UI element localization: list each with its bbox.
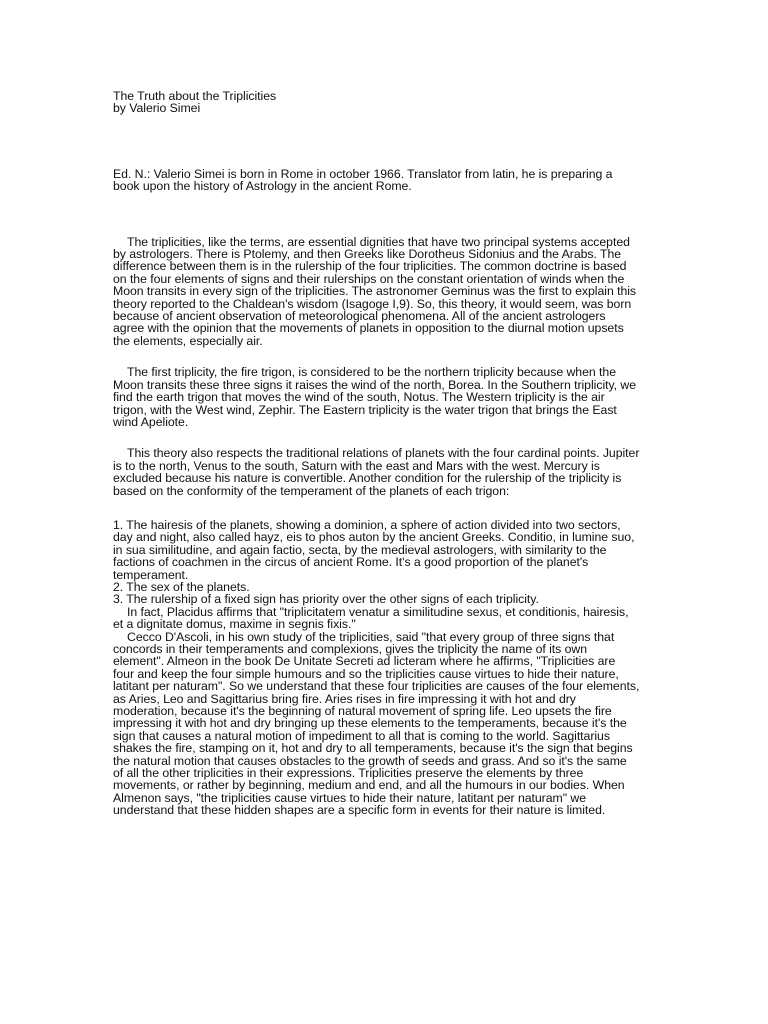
- paragraph-line: find the earth trigon that moves the wind of the south, Notus. The Western triplicity is the air: [113, 390, 605, 405]
- paragraph-line: The first triplicity, the fire trigon, is considered to be the northern triplicity because when the: [127, 365, 616, 380]
- document-byline: by Valerio Simei: [113, 101, 201, 116]
- section-line: latitant per naturam". So we understand that these four triplicities are causes of the four elements,: [113, 679, 640, 694]
- editor-note-line: book upon the history of Astrology in the ancient Rome.: [113, 179, 412, 194]
- section-line: of all the other triplicities in their expressions. Triplicities preserve the elements by three: [113, 766, 584, 781]
- title-block: [113, 90, 659, 115]
- paragraph-line: This theory also respects the traditional relations of planets with the four cardinal points. Jupiter: [127, 446, 640, 461]
- paragraph-line: agree with the opinion that the movements of planets in opposition to the diurnal motion upsets: [113, 321, 624, 336]
- paragraph-line: trigon, with the West wind, Zephir. The Eastern triplicity is the water trigon that brings the East: [113, 402, 617, 417]
- section-line: In fact, Placidus affirms that "triplicitatem venatur a similitudine sexus, et conditionis, hairesis,: [127, 604, 629, 619]
- paragraph-line: difference between them is in the rulership of the four triplicities. The common doctrine is based: [113, 259, 627, 274]
- paragraph-line: because of ancient observation of meteorological phenomena. All of the ancient astrologers: [113, 309, 606, 324]
- section-line: Almenon says, "the triplicities cause virtues to hide their nature, latitant per naturam" we: [113, 790, 587, 805]
- editor-note: [113, 168, 659, 193]
- section-line: 3. The rulership of a fixed sign has priority over the other signs of each triplicity.: [113, 592, 539, 607]
- paragraph-line: on the four elements of signs and their rulerships on the constant orientation of winds when the: [113, 271, 625, 286]
- section-line: movements, or rather by beginning, medium and end, and all the humours in our bodies. When: [113, 778, 625, 793]
- section-line: Cecco D'Ascoli, in his own study of the triplicities, said "that every group of three signs that: [127, 629, 615, 644]
- section-line: impressing it with hot and dry bringing up these elements to the temperaments, because it's the: [113, 716, 627, 731]
- document-page: [113, 90, 659, 817]
- paragraph-3: [113, 447, 659, 497]
- section-line: as Aries, Leo and Sagittarius bring fire. Aries rises in fire impressing it with hot and dry: [113, 691, 576, 706]
- section-line: four and keep the four simple humours and so the triplicities cause virtues to hide their nature,: [113, 666, 619, 681]
- paragraph-1: [113, 236, 659, 348]
- document-title: The Truth about the Triplicities: [113, 89, 277, 103]
- section-line: moderation, because it's the beginning of natural movement of spring life. Leo upsets the fire: [113, 704, 612, 719]
- section-line: temperament.: [113, 567, 189, 582]
- paragraph-line: excluded because his nature is convertible. Another condition for the rulership of the triplicity is: [113, 471, 622, 486]
- section-line: understand that these hidden shapes are a specific form in events for their nature is limited.: [113, 803, 606, 818]
- conditions-section: [113, 519, 659, 817]
- section-line: concords in their temperaments and complexions, gives the triplicity the name of its own: [113, 642, 588, 656]
- paragraph-line: by astrologers. There is Ptolemy, and then Greeks like Dorotheus Sidonius and the Arabs. The: [113, 247, 622, 262]
- paragraph-line: Moon transits these three signs it raises the wind of the north, Borea. In the Southern triplicity, we: [113, 377, 637, 392]
- section-line: factions of coachmen in the circus of ancient Rome. It's a good proportion of the planet's: [113, 555, 589, 570]
- section-line: et a dignitate domus, maxime in segnis fixis.": [113, 617, 356, 632]
- paragraph-2: [113, 366, 659, 428]
- section-line: 1. The hairesis of the planets, showing a dominion, a sphere of action divided into two sectors,: [113, 517, 621, 532]
- paragraph-line: the elements, especially air.: [113, 333, 263, 348]
- section-line: the natural motion that causes obstacles to the growth of seeds and grass. And so it's the same: [113, 753, 627, 768]
- section-line: sign that causes a natural motion of impediment to all that is coming to the world. Sagittarius: [113, 728, 610, 743]
- editor-note-line: Ed. N.: Valerio Simei is born in Rome in october 1966. Translator from latin, he is preparing a: [113, 166, 613, 181]
- section-line: shakes the fire, stamping on it, hot and dry to all temperaments, because it's the sign that begins: [113, 741, 633, 756]
- paragraph-line: is to the north, Venus to the south, Saturn with the east and Mars with the west. Mercury is: [113, 458, 600, 473]
- section-line: element". Almeon in the book De Unitate Secreti ad licteram where he affirms, "Triplicities are: [113, 654, 616, 669]
- section-line: in sua similitudine, and again factio, secta, by the medieval astrologers, with similarity to the: [113, 542, 607, 557]
- paragraph-line: Moon transits in every sign of the triplicities. The astronomer Geminus was the first to explain this: [113, 284, 637, 299]
- paragraph-line: based on the conformity of the temperament of the planets of each trigon:: [113, 483, 510, 498]
- paragraph-line: wind Apeliote.: [113, 414, 189, 429]
- section-line: 2. The sex of the planets.: [113, 579, 250, 594]
- section-line: day and night, also called hayz, eis to phos auton by the ancient Greeks. Conditio, in lumine suo,: [113, 530, 635, 545]
- paragraph-line: The triplicities, like the terms, are essential dignities that have two principal systems accepted: [127, 234, 630, 249]
- paragraph-line: theory reported to the Chaldean's wisdom (Isagoge I,9). So, this theory, it would seem, was born: [113, 296, 632, 311]
